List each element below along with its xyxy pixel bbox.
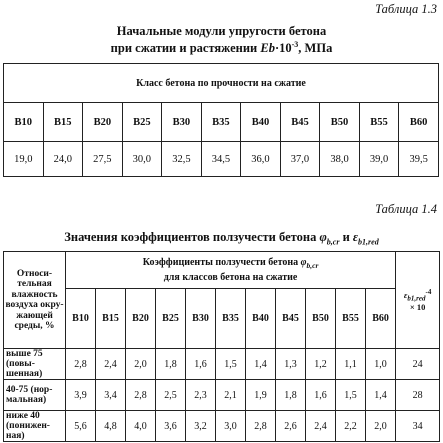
eps-header-exp: -4 xyxy=(425,287,432,296)
eps-cell: 34 xyxy=(396,411,440,442)
eps-header xyxy=(396,252,440,349)
class-cell: B30 xyxy=(162,103,202,142)
elastic-modulus-table xyxy=(3,63,439,177)
coefficient-cell: 2,6 xyxy=(276,411,306,442)
eps-cell: 24 xyxy=(396,349,440,380)
class-cell: B60 xyxy=(399,103,439,142)
coefficient-cell: 5,6 xyxy=(66,411,96,442)
eps-symbol: ε xyxy=(352,230,359,244)
coefficient-cell: 1,8 xyxy=(276,380,306,411)
title-exp: -3 xyxy=(291,40,299,49)
coefficient-cell: 2,1 xyxy=(216,380,246,411)
class-cell: B20 xyxy=(83,103,123,142)
class-row xyxy=(4,289,440,349)
coefficient-cell: 4,8 xyxy=(96,411,126,442)
eps-cell: 28 xyxy=(396,380,440,411)
coefficient-cell: 1,4 xyxy=(366,380,396,411)
title-and: и xyxy=(339,230,353,244)
eps-sub: b1,red xyxy=(358,237,379,247)
humidity-header: Относи-тельная влажность воздуха окру-жающей среды, % xyxy=(4,252,66,349)
humidity-label: ниже 40 (понижен-ная) xyxy=(4,411,66,442)
coefficient-cell: 2,8 xyxy=(66,349,96,380)
coefficient-cell: 1,8 xyxy=(156,349,186,380)
phi-symbol: φ xyxy=(319,230,327,244)
value-cell: 30,0 xyxy=(122,142,162,177)
coefficient-cell: 4,0 xyxy=(126,411,156,442)
class-cell: B40 xyxy=(246,289,276,349)
class-cell: B60 xyxy=(366,289,396,349)
table-label-1-3: Таблица 1.3 xyxy=(375,2,437,16)
coefficient-cell: 1,6 xyxy=(186,349,216,380)
value-cell: 38,0 xyxy=(320,142,360,177)
class-cell: B55 xyxy=(359,103,399,142)
coefficient-cell: 2,4 xyxy=(96,349,126,380)
title-prefix: при сжатии и растяжении xyxy=(110,41,261,56)
value-cell: 24,0 xyxy=(43,142,83,177)
value-row xyxy=(4,142,439,177)
group-header-line-1: Коэффициенты ползучести бетона xyxy=(142,256,301,268)
group-phi-sub: b,cr xyxy=(306,260,319,270)
coefficient-cell: 1,9 xyxy=(246,380,276,411)
title-line-1: Начальные модули упругости бетона xyxy=(116,24,327,38)
coefficient-cell: 2,2 xyxy=(336,411,366,442)
value-cell: 36,0 xyxy=(241,142,281,177)
eps-header-symbol: ε xyxy=(403,289,408,300)
humidity-label: выше 75 (повы-шенная) xyxy=(4,349,66,380)
value-cell: 19,0 xyxy=(4,142,44,177)
class-cell: B20 xyxy=(126,289,156,349)
coefficient-cell: 3,0 xyxy=(216,411,246,442)
class-header: Класс бетона по прочности на сжатие xyxy=(4,64,439,103)
coefficient-cell: 1,4 xyxy=(246,349,276,380)
coefficient-cell: 1,2 xyxy=(306,349,336,380)
table-1-3-title xyxy=(0,24,443,55)
group-phi: φ xyxy=(300,256,307,268)
title-unit: , МПа xyxy=(298,41,333,56)
class-row xyxy=(4,103,439,142)
class-cell: B30 xyxy=(186,289,216,349)
eps-header-sub: b1,red xyxy=(407,294,426,303)
eps-header-mult: × 10 xyxy=(409,302,426,313)
class-cell: B35 xyxy=(216,289,246,349)
class-cell: B45 xyxy=(276,289,306,349)
coefficient-cell: 3,9 xyxy=(66,380,96,411)
coefficient-cell: 1,5 xyxy=(336,380,366,411)
class-cell: B50 xyxy=(306,289,336,349)
class-cell: B40 xyxy=(241,103,281,142)
coefficient-cell: 1,5 xyxy=(216,349,246,380)
coefficient-cell: 2,4 xyxy=(306,411,336,442)
value-cell: 39,0 xyxy=(359,142,399,177)
value-cell: 34,5 xyxy=(201,142,241,177)
coefficient-cell: 2,0 xyxy=(366,411,396,442)
class-cell: B10 xyxy=(66,289,96,349)
table-label-1-4: Таблица 1.4 xyxy=(375,202,437,216)
table-1-4-title xyxy=(0,230,443,250)
class-cell: B25 xyxy=(156,289,186,349)
coefficient-cell: 2,8 xyxy=(126,380,156,411)
class-cell: B35 xyxy=(201,103,241,142)
value-cell: 27,5 xyxy=(83,142,123,177)
class-cell: B15 xyxy=(96,289,126,349)
coefficient-cell: 3,2 xyxy=(186,411,216,442)
coefficient-cell: 1,0 xyxy=(366,349,396,380)
coefficient-cell: 2,3 xyxy=(186,380,216,411)
group-header xyxy=(66,252,396,289)
class-cell: B45 xyxy=(280,103,320,142)
value-cell: 39,5 xyxy=(399,142,439,177)
class-cell: B10 xyxy=(4,103,44,142)
value-cell: 32,5 xyxy=(162,142,202,177)
table-row xyxy=(4,411,440,442)
coefficient-cell: 2,5 xyxy=(156,380,186,411)
title-prefix: Значения коэффициентов ползучести бетона xyxy=(64,230,320,244)
creep-coefficient-table xyxy=(3,251,440,442)
coefficient-cell: 1,3 xyxy=(276,349,306,380)
coefficient-cell: 1,1 xyxy=(336,349,366,380)
table-row xyxy=(4,349,440,380)
title-line-2 xyxy=(0,38,443,55)
coefficient-cell: 2,0 xyxy=(126,349,156,380)
group-header-line-2: для классов бетона на сжатие xyxy=(163,271,298,283)
coefficient-cell: 2,8 xyxy=(246,411,276,442)
coefficient-cell: 3,4 xyxy=(96,380,126,411)
phi-sub: b,cr xyxy=(326,237,340,247)
class-cell: B55 xyxy=(336,289,366,349)
title-var: Eb xyxy=(260,41,275,56)
value-cell: 37,0 xyxy=(280,142,320,177)
humidity-label: 40-75 (нор-мальная) xyxy=(4,380,66,411)
class-cell: B15 xyxy=(43,103,83,142)
class-cell: B50 xyxy=(320,103,360,142)
class-cell: B25 xyxy=(122,103,162,142)
title-exp-base: ·10 xyxy=(274,41,292,56)
coefficient-cell: 1,6 xyxy=(306,380,336,411)
coefficient-cell: 3,6 xyxy=(156,411,186,442)
table-row xyxy=(4,380,440,411)
